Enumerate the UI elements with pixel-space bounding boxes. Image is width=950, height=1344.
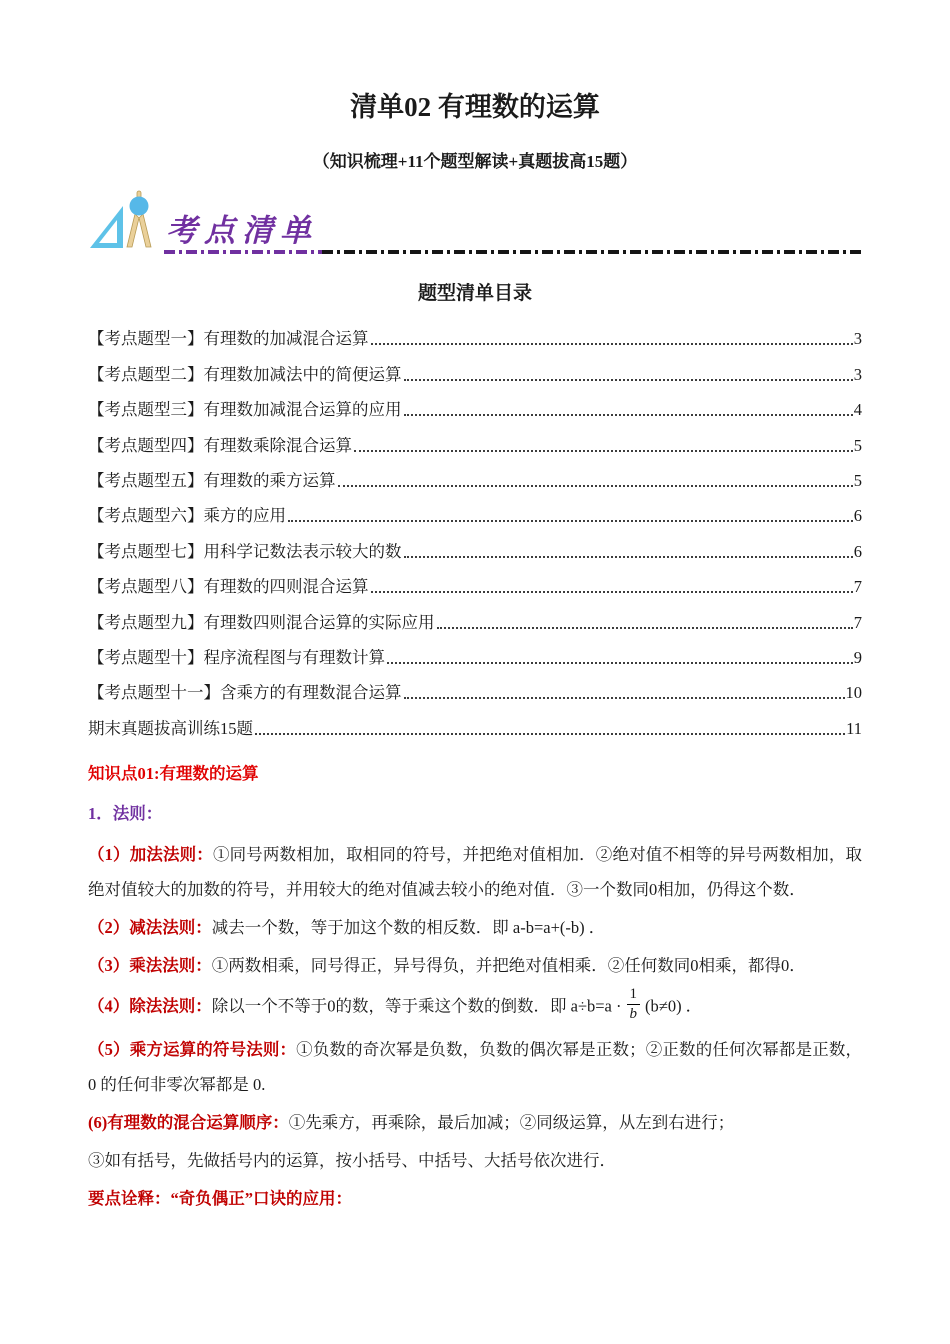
rule-division-label: （4）除法法则： <box>88 996 212 1016</box>
toc-entry-label: 【考点题型十一】含乘方的有理数混合运算 <box>88 683 402 703</box>
page-subtitle: （知识梳理+11个题型解读+真题拔高15题） <box>312 152 638 171</box>
toc-dot-leader <box>255 733 845 735</box>
toc-entry-2 <box>88 349 862 384</box>
toc-page-number: 3 <box>853 329 862 349</box>
toc-dot-leader <box>437 627 853 629</box>
toc-entry-label: 【考点题型四】有理数乘除混合运算 <box>88 435 352 455</box>
rule-power-sign <box>88 1032 862 1102</box>
toc-page-number: 11 <box>846 718 862 738</box>
toc-page-number: 6 <box>853 541 862 561</box>
exam-points-banner <box>88 188 862 254</box>
rule-mixed-order <box>88 1105 862 1140</box>
rule-addition <box>88 837 862 907</box>
toc-entry-label: 【考点题型八】有理数的四则混合运算 <box>88 577 369 597</box>
table-of-contents <box>88 314 862 739</box>
rule-subtraction-label: （2）减法法则： <box>88 917 212 937</box>
rule-mixed-order-label: (6)有理数的混合运算顺序： <box>88 1113 289 1133</box>
rule-mixed-order-cont <box>88 1143 862 1178</box>
toc-entry-label: 【考点题型七】用科学记数法表示较大的数 <box>88 541 402 561</box>
rule-mixed-order-cont-text: ③如有括号，先做括号内的运算，按小括号、中括号、大括号依次进行． <box>88 1151 616 1171</box>
dashdot-rule-black <box>322 250 862 254</box>
toc-entry-label: 【考点题型九】有理数四则混合运算的实际应用 <box>88 612 435 632</box>
rule-mixed-order-text: ①先乘方，再乘除，最后加减；②同级运算，从左到右进行； <box>288 1113 735 1133</box>
toc-entry-11 <box>88 668 862 703</box>
toc-page-number: 9 <box>853 647 862 667</box>
rule-multiplication <box>88 948 862 983</box>
rule-power-sign-label: （5）乘方运算的符号法则： <box>88 1040 297 1060</box>
fraction-denominator: b <box>629 1005 638 1022</box>
toc-entry-8 <box>88 562 862 597</box>
banner-label: 考点清单 <box>166 213 318 248</box>
page-title: 清单02 有理数的运算 <box>350 92 600 122</box>
toc-page-number: 6 <box>853 506 862 526</box>
rule-addition-text: ①同号两数相加，取相同的符号，并把绝对值相加．②绝对值不相等的异号两数相加，取绝对值较大的加数的符号，并用较大的绝对值减去较小的绝对值．③一个数同0相加，仍得这个数． <box>88 844 863 899</box>
fraction-one-over-b <box>627 986 641 1024</box>
toc-entry-9 <box>88 597 862 632</box>
rule-subtraction-text: 减去一个数，等于加这个数的相反数．即 a-b=a+(-b) ． <box>211 917 606 937</box>
knowledge-section <box>88 759 862 1217</box>
toc-entry-1 <box>88 314 862 349</box>
rule-subtraction <box>88 910 862 945</box>
toc-entry-6 <box>88 491 862 526</box>
knowledge-point-title: 知识点01:有理数的运算 <box>88 763 259 783</box>
toc-dot-leader <box>354 450 853 452</box>
toc-entry-label: 【考点题型十】程序流程图与有理数计算 <box>88 647 385 667</box>
rule-division-text-after: (b≠0) ． <box>645 996 703 1016</box>
rule-division <box>88 986 862 1030</box>
toc-dot-leader <box>338 485 853 487</box>
fraction-numerator: 1 <box>627 986 641 1005</box>
compass-ruler-icon <box>88 190 156 254</box>
rule-division-text-before: 除以一个不等于0的数，等于乘这个数的倒数．即 a÷b=a · <box>211 996 622 1016</box>
toc-page-number: 4 <box>853 400 862 420</box>
toc-page-number: 5 <box>853 435 862 455</box>
toc-dot-leader <box>288 520 853 522</box>
toc-page-number: 10 <box>845 683 862 703</box>
dashdot-rule-purple <box>164 250 322 254</box>
toc-entry-label: 【考点题型五】有理数的乘方运算 <box>88 470 336 490</box>
toc-entry-12 <box>88 703 862 738</box>
toc-dot-leader <box>404 697 845 699</box>
toc-entry-label: 【考点题型六】乘方的应用 <box>88 506 286 526</box>
toc-entry-7 <box>88 526 862 561</box>
toc-dot-leader <box>387 662 853 664</box>
rule-power-sign-text: ①负数的奇次幂是负数，负数的偶次幂是正数；②正数的任何次幂都是正数，0 的任何非零次幂都是 0. <box>88 1040 863 1095</box>
toc-dot-leader <box>404 379 853 381</box>
toc-entry-label: 【考点题型二】有理数加减法中的简便运算 <box>88 364 402 384</box>
toc-entry-4 <box>88 420 862 455</box>
toc-heading: 题型清单目录 <box>417 283 532 304</box>
toc-entry-label: 【考点题型一】有理数的加减混合运算 <box>88 329 369 349</box>
rule-addition-label: （1）加法法则： <box>88 844 213 864</box>
toc-page-number: 3 <box>853 364 862 384</box>
toc-entry-5 <box>88 456 862 491</box>
rule-multiplication-label: （3）乘法法则： <box>88 955 212 975</box>
toc-entry-10 <box>88 633 862 668</box>
toc-dot-leader <box>404 414 853 416</box>
rule-multiplication-text: ①两数相乘，同号得正，异号得负，并把绝对值相乘．②任何数同0相乘，都得0． <box>211 955 806 975</box>
toc-entry-label: 【考点题型三】有理数加减混合运算的应用 <box>88 400 402 420</box>
toc-dot-leader <box>404 556 853 558</box>
toc-dot-leader <box>371 343 853 345</box>
toc-page-number: 7 <box>853 577 862 597</box>
toc-dot-leader <box>371 591 853 593</box>
toc-entry-label: 期末真题拔高训练15题 <box>88 718 253 738</box>
toc-page-number: 7 <box>853 612 862 632</box>
key-note: 要点诠释：“奇负偶正”口诀的应用： <box>88 1189 352 1209</box>
toc-page-number: 5 <box>853 470 862 490</box>
toc-entry-3 <box>88 385 862 420</box>
rules-heading: 1．法则： <box>88 803 163 823</box>
